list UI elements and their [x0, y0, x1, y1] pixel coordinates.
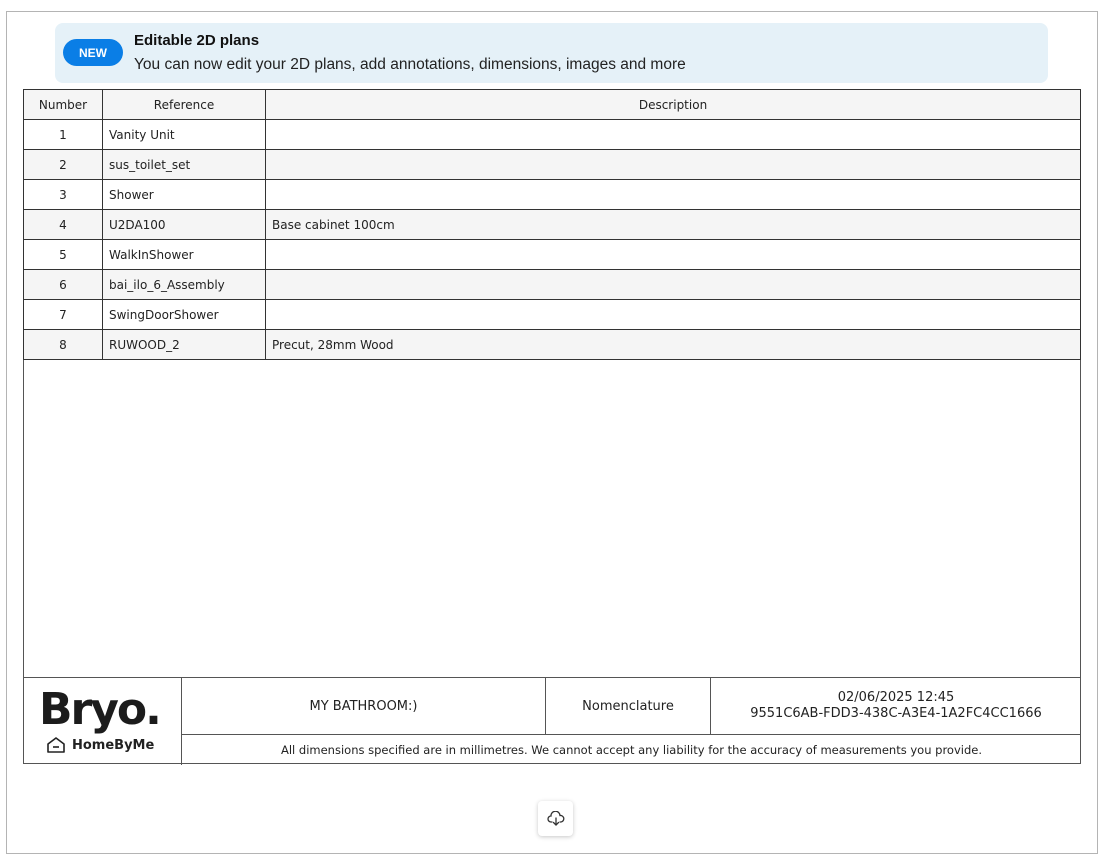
row-number: 4	[24, 210, 103, 240]
row-description: Base cabinet 100cm	[266, 210, 1081, 240]
homebyme-logo	[46, 736, 154, 754]
banner-title: Editable 2D plans	[134, 32, 260, 49]
row-reference: WalkInShower	[103, 240, 266, 270]
row-number: 1	[24, 120, 103, 150]
column-header-number: Number	[24, 90, 103, 120]
bryo-logo: Bryo.	[39, 684, 160, 735]
download-button[interactable]	[538, 801, 573, 836]
document-meta	[711, 678, 1081, 735]
row-number: 8	[24, 330, 103, 360]
row-reference: RUWOOD_2	[103, 330, 266, 360]
title-block	[23, 677, 1081, 764]
nomenclature-table	[23, 89, 1081, 360]
banner-text: You can now edit your 2D plans, add annotations, dimensions, images and more	[134, 56, 686, 73]
row-description	[266, 120, 1081, 150]
table-row	[24, 330, 1081, 360]
row-number: 2	[24, 150, 103, 180]
new-feature-banner	[55, 23, 1048, 83]
project-name: MY BATHROOM:)	[182, 678, 546, 735]
row-reference: SwingDoorShower	[103, 300, 266, 330]
table-row	[24, 120, 1081, 150]
column-header-description: Description	[266, 90, 1081, 120]
row-description	[266, 300, 1081, 330]
row-number: 3	[24, 180, 103, 210]
new-badge: NEW	[63, 39, 123, 66]
row-number: 5	[24, 240, 103, 270]
brand-logo-block	[23, 678, 182, 765]
row-reference: Vanity Unit	[103, 120, 266, 150]
row-reference: Shower	[103, 180, 266, 210]
document-date: 02/06/2025 12:45	[837, 690, 955, 705]
cloud-download-icon	[547, 811, 565, 827]
table-row	[24, 270, 1081, 300]
homebyme-text: HomeByMe	[72, 737, 155, 753]
nomenclature-sheet	[23, 89, 1081, 764]
disclaimer: All dimensions specified are in millimetres. We cannot accept any liability for the accuracy of measurements you provide.	[281, 743, 982, 757]
table-row	[24, 210, 1081, 240]
row-reference: sus_toilet_set	[103, 150, 266, 180]
row-reference: bai_ilo_6_Assembly	[103, 270, 266, 300]
document-id: 9551C6AB-FDD3-438C-A3E4-1A2FC4CC1666	[750, 706, 1042, 721]
table-row	[24, 150, 1081, 180]
row-description: Precut, 28mm Wood	[266, 330, 1081, 360]
column-header-reference: Reference	[103, 90, 266, 120]
table-row	[24, 240, 1081, 270]
row-description	[266, 150, 1081, 180]
table-row	[24, 180, 1081, 210]
row-description	[266, 180, 1081, 210]
row-number: 7	[24, 300, 103, 330]
house-icon	[46, 736, 66, 754]
row-description	[266, 270, 1081, 300]
document-type: Nomenclature	[546, 678, 711, 735]
table-row	[24, 300, 1081, 330]
table-header-row	[24, 90, 1081, 120]
row-description	[266, 240, 1081, 270]
row-number: 6	[24, 270, 103, 300]
row-reference: U2DA100	[103, 210, 266, 240]
